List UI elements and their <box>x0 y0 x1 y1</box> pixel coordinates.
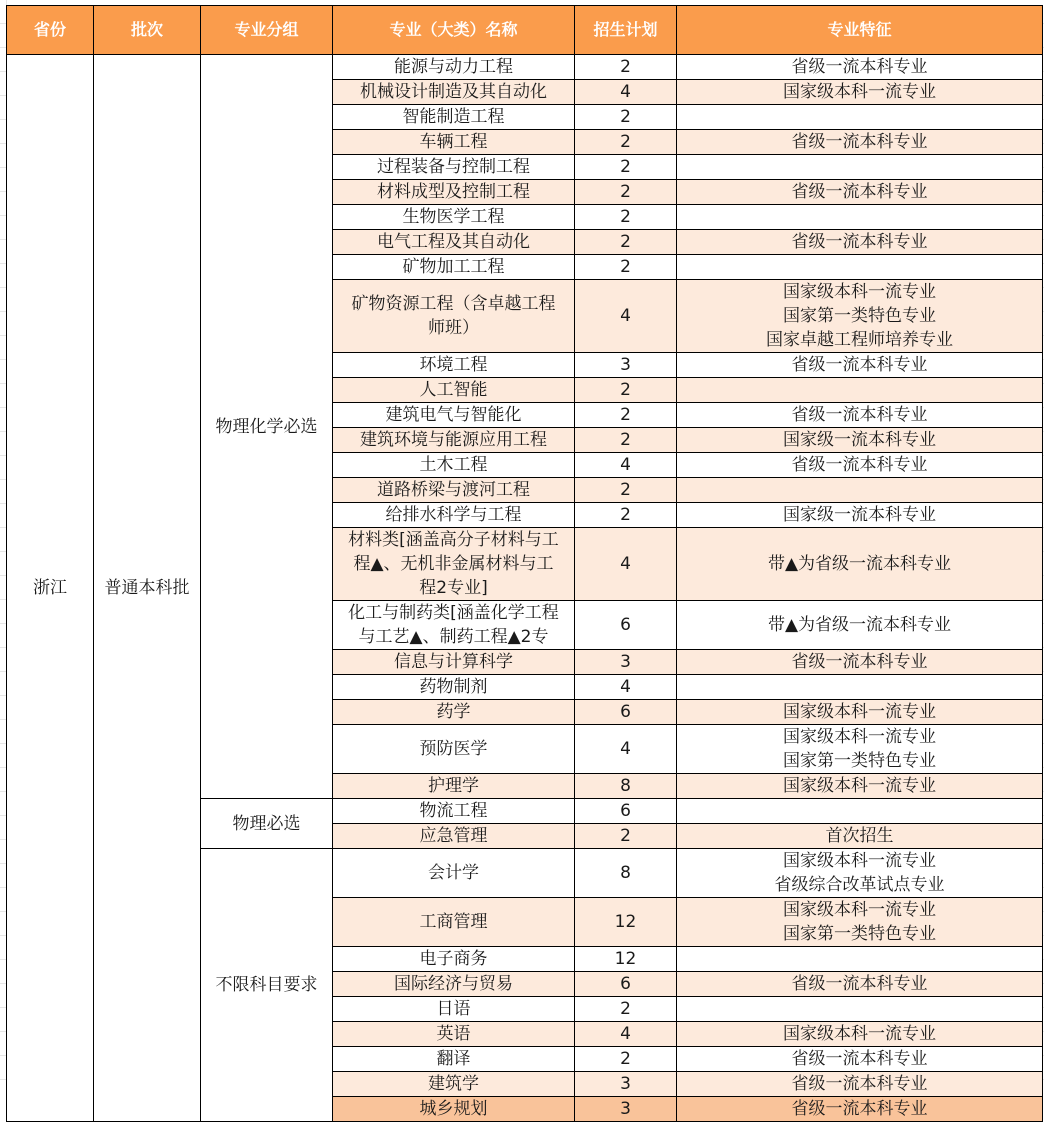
major-name-line: 给排水科学与工程 <box>385 505 522 525</box>
enrollment-plan-cell: 2 <box>575 824 677 849</box>
enrollment-plan-cell: 2 <box>575 997 677 1022</box>
enrollment-plan-cell: 2 <box>575 105 677 130</box>
major-name-cell <box>333 378 575 403</box>
major-name-cell <box>333 503 575 528</box>
major-feature-cell <box>677 774 1043 799</box>
batch-cell: 普通本科批 <box>94 55 201 1122</box>
major-feature-line: 省级一流本科专业 <box>791 355 928 375</box>
major-feature-line: 省级一流本科专业 <box>791 1074 928 1094</box>
enrollment-plan-cell: 2 <box>575 1047 677 1072</box>
major-feature-line: 省级一流本科专业 <box>791 455 928 475</box>
major-feature-line: 省级一流本科专业 <box>791 974 928 994</box>
header-major-name: 专业（大类）名称 <box>333 6 575 55</box>
major-feature-cell <box>677 799 1043 824</box>
major-feature-cell <box>677 1047 1043 1072</box>
major-feature-cell <box>677 205 1043 230</box>
major-feature-line: 国家级本科一流专业 <box>783 727 936 747</box>
major-feature-line: 省级一流本科专业 <box>791 652 928 672</box>
enrollment-plan-cell: 2 <box>575 205 677 230</box>
major-feature-cell <box>677 1022 1043 1047</box>
major-feature-cell <box>677 55 1043 80</box>
major-name-cell <box>333 230 575 255</box>
major-name-line: 会计学 <box>428 863 479 883</box>
major-name-line: 药物制剂 <box>419 677 488 697</box>
major-feature-cell <box>677 824 1043 849</box>
major-feature-line: 国家级本科一流专业 <box>783 900 936 920</box>
province-cell: 浙江 <box>7 55 94 1122</box>
major-name-cell <box>333 255 575 280</box>
major-feature-cell <box>677 725 1043 774</box>
major-feature-cell <box>677 972 1043 997</box>
major-feature-line: 省级综合改革试点专业 <box>774 875 945 895</box>
major-name-line: 师班） <box>428 318 479 338</box>
enrollment-plan-cell: 6 <box>575 700 677 725</box>
major-name-cell <box>333 824 575 849</box>
major-name-line: 生物医学工程 <box>402 207 505 227</box>
major-name-cell <box>333 898 575 947</box>
major-feature-cell <box>677 353 1043 378</box>
major-feature-cell <box>677 453 1043 478</box>
enrollment-plan-cell: 2 <box>575 255 677 280</box>
major-name-cell <box>333 205 575 230</box>
enrollment-plan-cell: 2 <box>575 155 677 180</box>
major-name-line: 土木工程 <box>419 455 488 475</box>
enrollment-plan-cell: 3 <box>575 353 677 378</box>
enrollment-plan-cell: 4 <box>575 675 677 700</box>
major-feature-line: 国家级本科一流专业 <box>783 82 936 102</box>
enrollment-plan-cell: 6 <box>575 601 677 650</box>
major-name-line: 过程装备与控制工程 <box>377 157 530 177</box>
major-feature-cell <box>677 230 1043 255</box>
major-feature-line: 带▲为省级一流本科专业 <box>767 615 952 635</box>
enrollment-plan-cell: 2 <box>575 378 677 403</box>
major-name-cell <box>333 1047 575 1072</box>
major-name-line: 信息与计算科学 <box>394 652 513 672</box>
major-name-line: 道路桥梁与渡河工程 <box>377 480 530 500</box>
enrollment-plan-cell: 2 <box>575 428 677 453</box>
major-feature-cell <box>677 130 1043 155</box>
major-name-line: 预防医学 <box>419 739 488 759</box>
major-feature-cell <box>677 1072 1043 1097</box>
enrollment-plan-cell: 2 <box>575 403 677 428</box>
major-feature-line: 国家级本科一流专业 <box>783 702 936 722</box>
major-feature-line: 国家级本科一流专业 <box>783 851 936 871</box>
enrollment-plan-cell: 6 <box>575 799 677 824</box>
major-name-cell <box>333 725 575 774</box>
major-name-cell <box>333 799 575 824</box>
major-name-line: 物流工程 <box>419 801 488 821</box>
major-name-cell <box>333 1097 575 1122</box>
enrollment-plan-cell: 12 <box>575 947 677 972</box>
enrollment-plan-cell: 12 <box>575 898 677 947</box>
major-name-cell <box>333 478 575 503</box>
major-feature-line: 省级一流本科专业 <box>791 1049 928 1069</box>
major-name-line: 工商管理 <box>419 912 488 932</box>
major-name-line: 人工智能 <box>419 380 488 400</box>
major-feature-cell <box>677 280 1043 353</box>
major-name-line: 电气工程及其自动化 <box>377 232 530 252</box>
major-name-line: 车辆工程 <box>419 132 488 152</box>
major-feature-cell <box>677 503 1043 528</box>
major-name-cell <box>333 130 575 155</box>
enrollment-plan-cell: 2 <box>575 503 677 528</box>
major-name-cell <box>333 650 575 675</box>
major-name-cell <box>333 428 575 453</box>
major-feature-line: 国家第一类特色专业 <box>783 924 936 944</box>
major-name-line: 英语 <box>436 1024 471 1044</box>
major-name-line: 与工艺▲、制药工程▲2专 <box>358 627 549 647</box>
major-name-cell <box>333 155 575 180</box>
major-feature-cell <box>677 700 1043 725</box>
table-row <box>7 55 1043 80</box>
header-row <box>7 6 1043 55</box>
major-feature-cell <box>677 997 1043 1022</box>
major-name-line: 药学 <box>436 702 471 722</box>
major-feature-cell <box>677 947 1043 972</box>
major-feature-line: 省级一流本科专业 <box>791 182 928 202</box>
enrollment-plan-cell: 4 <box>575 725 677 774</box>
major-name-line: 建筑环境与能源应用工程 <box>360 430 547 450</box>
major-name-cell <box>333 849 575 898</box>
major-feature-line: 省级一流本科专业 <box>791 132 928 152</box>
enrollment-plan-cell: 2 <box>575 130 677 155</box>
enrollment-plan-cell: 2 <box>575 230 677 255</box>
major-feature-cell <box>677 180 1043 205</box>
major-name-cell <box>333 972 575 997</box>
enrollment-plan-cell: 3 <box>575 650 677 675</box>
enrollment-plan-cell: 3 <box>575 1072 677 1097</box>
major-feature-cell <box>677 675 1043 700</box>
major-name-cell <box>333 453 575 478</box>
major-name-cell <box>333 997 575 1022</box>
enrollment-plan-cell: 2 <box>575 180 677 205</box>
major-feature-line: 国家级本科一流专业 <box>783 776 936 796</box>
major-name-line: 翻译 <box>436 1049 471 1069</box>
enrollment-plan-cell: 4 <box>575 80 677 105</box>
major-name-cell <box>333 105 575 130</box>
major-feature-line: 国家级本科一流专业 <box>783 282 936 302</box>
major-name-cell <box>333 774 575 799</box>
major-feature-cell <box>677 155 1043 180</box>
major-name-line: 程▲、无机非金属材料与工 <box>353 554 554 574</box>
major-feature-cell <box>677 255 1043 280</box>
enrollment-plan-cell: 2 <box>575 55 677 80</box>
enrollment-plan-cell: 4 <box>575 453 677 478</box>
major-name-line: 能源与动力工程 <box>394 57 513 77</box>
table-body <box>7 55 1043 1122</box>
major-group-cell: 不限科目要求 <box>201 849 333 1122</box>
major-feature-cell <box>677 403 1043 428</box>
major-name-line: 建筑电气与智能化 <box>385 405 522 425</box>
header-batch: 批次 <box>94 6 201 55</box>
enrollment-plan-cell: 4 <box>575 280 677 353</box>
enrollment-plan-cell: 3 <box>575 1097 677 1122</box>
major-name-line: 国际经济与贸易 <box>394 974 513 994</box>
major-group-cell: 物理必选 <box>201 799 333 849</box>
major-feature-line: 带▲为省级一流本科专业 <box>767 554 952 574</box>
major-feature-cell <box>677 528 1043 601</box>
major-feature-cell <box>677 1097 1043 1122</box>
major-feature-cell <box>677 478 1043 503</box>
major-feature-line: 国家第一类特色专业 <box>783 751 936 771</box>
major-group-cell: 物理化学必选 <box>201 55 333 799</box>
major-name-line: 矿物资源工程（含卓越工程 <box>351 294 556 314</box>
major-name-line: 材料类[涵盖高分子材料与工 <box>348 530 559 550</box>
major-feature-line: 国家级一流本科专业 <box>783 430 936 450</box>
major-feature-cell <box>677 428 1043 453</box>
major-name-cell <box>333 528 575 601</box>
enrollment-plan-cell: 8 <box>575 849 677 898</box>
major-name-cell <box>333 700 575 725</box>
major-feature-cell <box>677 105 1043 130</box>
major-name-line: 城乡规划 <box>419 1099 488 1119</box>
major-feature-line: 省级一流本科专业 <box>791 232 928 252</box>
major-feature-cell <box>677 898 1043 947</box>
header-major-features: 专业特征 <box>677 6 1043 55</box>
major-feature-line: 省级一流本科专业 <box>791 1099 928 1119</box>
major-feature-cell <box>677 378 1043 403</box>
header-major-group: 专业分组 <box>201 6 333 55</box>
header-enrollment-plan: 招生计划 <box>575 6 677 55</box>
major-name-line: 智能制造工程 <box>402 107 505 127</box>
major-name-cell <box>333 947 575 972</box>
major-name-line: 机械设计制造及其自动化 <box>360 82 547 102</box>
major-name-cell <box>333 180 575 205</box>
major-name-cell <box>333 675 575 700</box>
major-name-line: 矿物加工工程 <box>402 257 505 277</box>
major-name-cell <box>333 403 575 428</box>
major-name-line: 电子商务 <box>419 949 488 969</box>
major-feature-line: 省级一流本科专业 <box>791 405 928 425</box>
major-name-cell <box>333 1022 575 1047</box>
major-name-line: 化工与制药类[涵盖化学工程 <box>348 603 559 623</box>
enrollment-plan-cell: 4 <box>575 528 677 601</box>
major-feature-line: 国家级一流本科专业 <box>783 505 936 525</box>
major-feature-line: 国家第一类特色专业 <box>783 306 936 326</box>
major-name-cell <box>333 80 575 105</box>
major-name-line: 程2专业] <box>419 578 488 598</box>
major-name-cell <box>333 353 575 378</box>
major-feature-line: 首次招生 <box>825 826 894 846</box>
major-feature-line: 省级一流本科专业 <box>791 57 928 77</box>
enrollment-plan-cell: 2 <box>575 478 677 503</box>
major-name-cell <box>333 1072 575 1097</box>
major-name-line: 建筑学 <box>428 1074 479 1094</box>
major-name-line: 材料成型及控制工程 <box>377 182 530 202</box>
major-feature-line: 国家卓越工程师培养专业 <box>766 330 953 350</box>
major-feature-cell <box>677 80 1043 105</box>
header-province: 省份 <box>7 6 94 55</box>
major-name-cell <box>333 280 575 353</box>
major-name-line: 日语 <box>436 999 471 1019</box>
enrollment-plan-cell: 6 <box>575 972 677 997</box>
major-feature-cell <box>677 849 1043 898</box>
major-feature-line: 国家级本科一流专业 <box>783 1024 936 1044</box>
major-feature-cell <box>677 650 1043 675</box>
major-feature-cell <box>677 601 1043 650</box>
major-name-line: 环境工程 <box>419 355 488 375</box>
major-name-cell <box>333 55 575 80</box>
major-name-line: 护理学 <box>428 776 479 796</box>
enrollment-plan-cell: 4 <box>575 1022 677 1047</box>
enrollment-plan-cell: 8 <box>575 774 677 799</box>
major-name-line: 应急管理 <box>419 826 488 846</box>
admission-plan-table <box>6 5 1043 1122</box>
major-name-cell <box>333 601 575 650</box>
